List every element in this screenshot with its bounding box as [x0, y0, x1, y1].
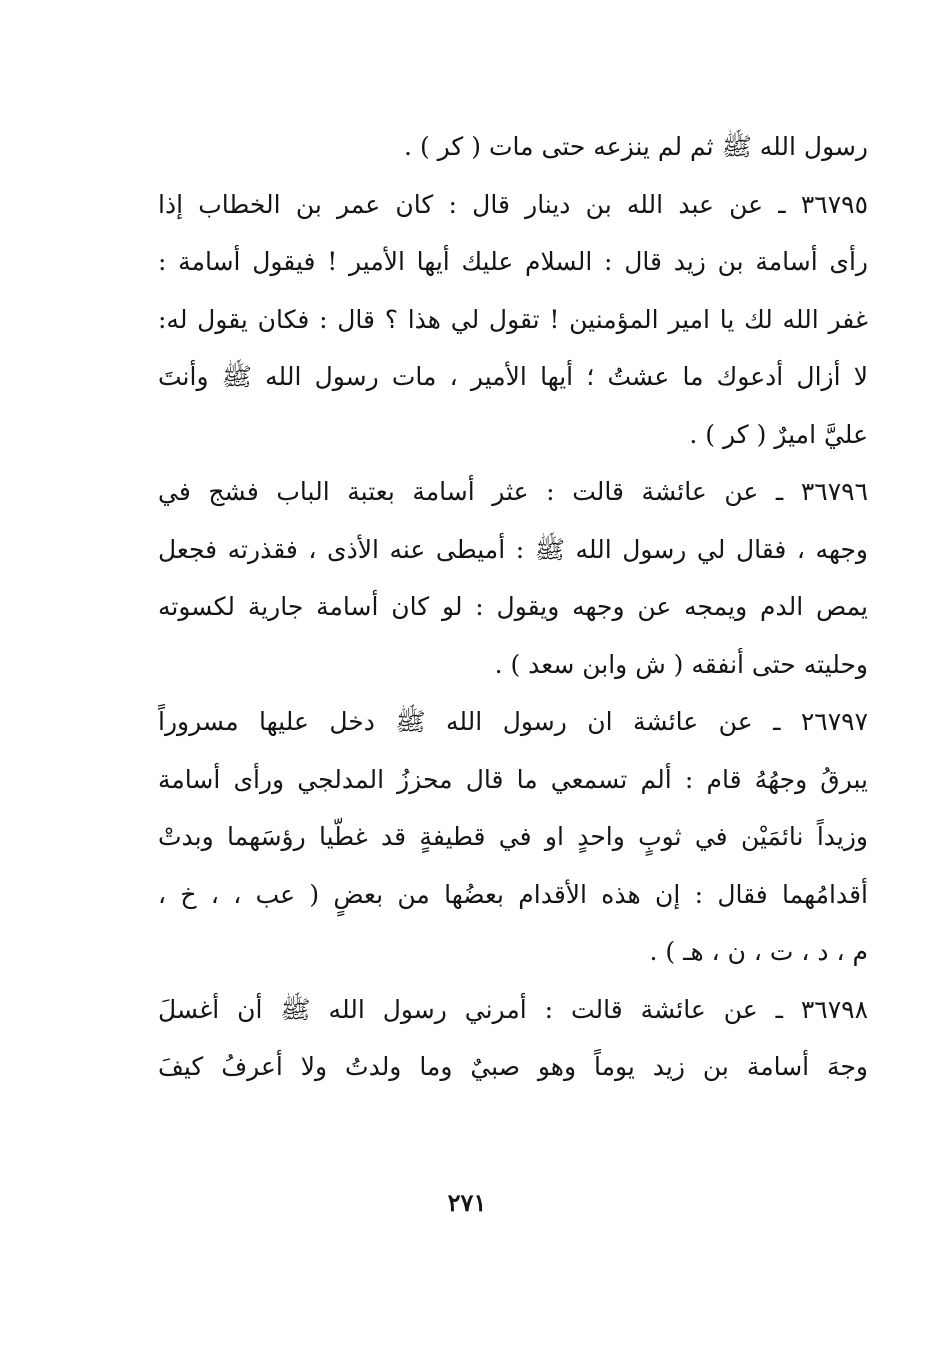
- text-line-11: ٢٦٧٩٧ ـ عن عائشة ان رسول الله ﷺ دخل عليها مسروراً: [158, 707, 868, 736]
- text-line-14: أقدامُهما فقال : إن هذه الأقدام بعضُها من بعضٍ ( عب ، ، خ ،: [158, 879, 868, 909]
- text-line-2: ٣٦٧٩٥ ـ عن عبد الله بن دينار قال : كان عمر بن الخطاب إذا: [158, 189, 868, 219]
- text-line-1: رسول الله ﷺ ثم لم ينزعه حتى مات ( كر ) .: [404, 132, 868, 161]
- text-line-8: وجهه ، فقال لي رسول الله ﷺ : أميطى عنه الأذى ، فقذرته فجعل: [158, 534, 868, 564]
- text-line-10: وحليته حتى أنفقه ( ش وابن سعد ) .: [494, 649, 868, 679]
- text-line-12: يبرقُ وجهُهُ قام : ألم تسمعي ما قال محززُ المدلجي ورأى أسامة: [158, 764, 868, 794]
- text-line-6: عليَّ اميرٌ ( كر ) .: [689, 419, 868, 449]
- text-line-16: ٣٦٧٩٨ ـ عن عائشة قالت : أمرني رسول الله ﷺ أن أغسلَ: [158, 994, 868, 1024]
- text-line-7: ٣٦٧٩٦ ـ عن عائشة قالت : عثر أسامة بعتبة الباب فشج في: [158, 477, 868, 506]
- page-number: ٢٧١: [447, 1188, 487, 1217]
- body-text: [158, 118, 868, 1096]
- text-line-4: غفر الله لك يا امير المؤمنين ! تقول لي هذا ؟ قال : فكان يقول له:: [158, 304, 868, 334]
- text-line-13: وزيداً نائمَيْن في ثوبٍ واحدٍ او في قطيفةٍ قد غطّيا رؤسَهما وبدتْ: [158, 822, 868, 851]
- text-line-15: م ، د ، ت ، ن ، هـ ) .: [649, 937, 868, 966]
- text-line-17: وجهَ أسامة بن زيد يوماً وهو صبيٌ وما ولدتُ ولا أعرفُ كيفَ: [158, 1052, 868, 1081]
- text-line-5: لا أزال أدعوك ما عشتُ ؛ أيها الأمير ، مات رسول الله ﷺ وأنتَ: [158, 362, 868, 391]
- text-line-9: يمص الدم ويمجه عن وجهه ويقول : لو كان أسامة جارية لكسوته: [158, 592, 868, 621]
- text-line-3: رأى أسامة بن زيد قال : السلام عليك أيها الأمير ! فيقول أسامة :: [158, 247, 868, 276]
